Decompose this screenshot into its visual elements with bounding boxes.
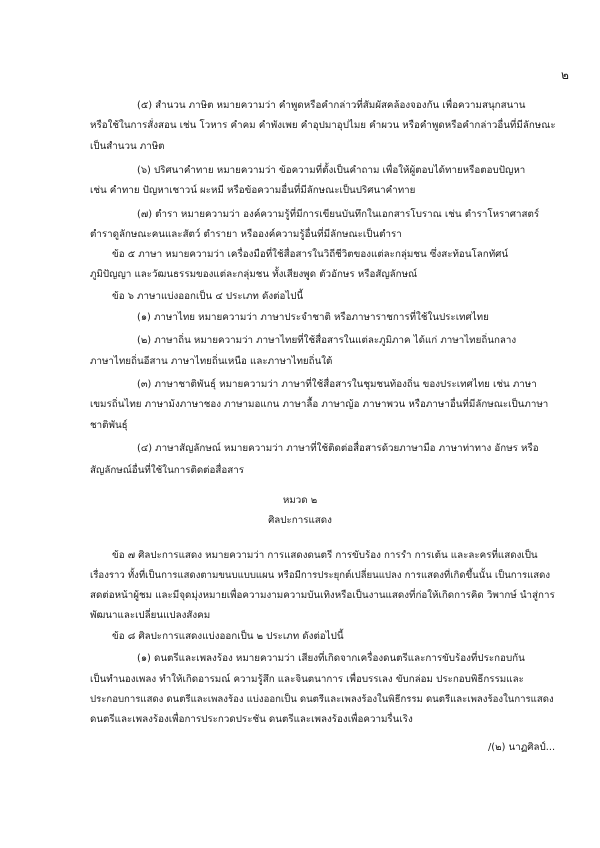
clause-5-line-2: ภูมิปัญญา และวัฒนธรรมของแต่ละกลุ่มชน ทั้งเสียงพูด ตัวอักษร หรือสัญลักษณ์ <box>90 269 418 280</box>
item-6-line-2: เช่น คำทาย ปัญหาเชาวน์ ผะหมี หรือข้อความอื่นที่มีลักษณะเป็นปริศนาคำทาย <box>90 185 416 196</box>
chapter-number: หมวด ๒ <box>282 495 318 506</box>
clause-6-line-1: ข้อ ๖ ภาษาแบ่งออกเป็น ๔ ประเภท ดังต่อไปนี้ <box>112 291 304 302</box>
item-5-line-2: หรือใช้ในการสั่งสอน เช่น โวหาร คำคม คำพังเพย คำอุปมาอุปไมย คำผวน หรือคำพูดหรือคำกล่าวอื่นที่มีลักษณะ <box>90 120 556 131</box>
perf-1-line-2: เป็นทำนองเพลง ทำให้เกิดอารมณ์ ความรู้สึก และจินตนาการ เพื่อบรรเลง ขับกล่อม ประกอบพิธีกรรมและ <box>90 674 524 685</box>
lang-2-line-2: ภาษาไทยถิ่นอีสาน ภาษาไทยถิ่นเหนือ และภาษาไทยถิ่นใต้ <box>90 356 333 367</box>
perf-1-line-3: ประกอบการแสดง ดนตรีและเพลงร้อง แบ่งออกเป็น ดนตรีและเพลงร้องในพิธีกรรม ดนตรีและเพลงร้องในการแสดง <box>90 694 554 705</box>
item-6-line-1: (๖) ปริศนาคำทาย หมายความว่า ข้อความที่ตั้งเป็นคำถาม เพื่อให้ผู้ตอบได้ทายหรือตอบปัญหา <box>137 165 526 176</box>
clause-8-line-1: ข้อ ๘ ศิลปะการแสดงแบ่งออกเป็น ๒ ประเภท ดังต่อไปนี้ <box>112 631 344 642</box>
perf-1-line-1: (๑) ดนตรีและเพลงร้อง หมายความว่า เสียงที่เกิดจากเครื่องดนตรีและการขับร้องที่ประกอบกัน <box>137 653 525 664</box>
page-number: ๒ <box>561 68 569 82</box>
item-5-line-1: (๕) สำนวน ภาษิต หมายความว่า คำพูดหรือคำกล่าวที่สัมผัสคล้องจองกัน เพื่อความสนุกสนาน <box>137 100 526 111</box>
clause-5-line-1: ข้อ ๕ ภาษา หมายความว่า เครื่องมือที่ใช้สื่อสารในวิถีชีวิตของแต่ละกลุ่มชน ซึ่งสะท้อนโลกทัศน์ <box>112 249 509 260</box>
lang-4-line-2: สัญลักษณ์อื่นที่ใช้ในการติดต่อสื่อสาร <box>90 465 245 476</box>
item-7-line-2: ตำราดูลักษณะคนและสัตว์ ตำรายา หรือองค์ความรู้อื่นที่มีลักษณะเป็นตำรา <box>90 229 402 240</box>
continuation-marker: /(๒) นาฏศิลป์... <box>488 742 556 753</box>
clause-7-line-4: พัฒนาและเปลี่ยนแปลงสังคม <box>90 610 211 621</box>
lang-3-line-1: (๓) ภาษาชาติพันธุ์ หมายความว่า ภาษาที่ใช้สื่อสารในชุมชนท้องถิ่น ของประเทศไทย เช่น ภาษา <box>137 379 537 390</box>
perf-1-line-4: ดนตรีและเพลงร้องเพื่อการประกวดประชัน ดนตรีและเพลงร้องเพื่อความรื่นเริง <box>90 714 413 725</box>
lang-3-line-2: เขมรถิ่นไทย ภาษาม้งภาษาชอง ภาษามอแกน ภาษาลื้อ ภาษาญ้อ ภาษาพวน หรือภาษาอื่นที่มีลักษณะเป็นภาษา <box>90 399 549 410</box>
clause-7-line-2: เรื่องราว ทั้งที่เป็นการแสดงตามขนบแบบแผน หรือมีการประยุกต์เปลี่ยนแปลง การแสดงที่เกิดขึ้นนั้น เป็นการแสดง <box>90 570 551 581</box>
clause-7-line-1: ข้อ ๗ ศิลปะการแสดง หมายความว่า การแสดงดนตรี การขับร้อง การรำ การเต้น และละครที่แสดงเป็น <box>112 550 538 561</box>
item-5-line-3: เป็นสำนวน ภาษิต <box>90 141 165 152</box>
lang-1-line-1: (๑) ภาษาไทย หมายความว่า ภาษาประจำชาติ หรือภาษาราชการที่ใช้ในประเทศไทย <box>137 312 489 323</box>
clause-7-line-3: สดต่อหน้าผู้ชม และมีจุดมุ่งหมายเพื่อความงามความบันเทิงหรือเป็นงานแสดงที่ก่อให้เกิดการคิด วิพากษ์ นำสู่การ <box>90 590 555 601</box>
lang-4-line-1: (๔) ภาษาสัญลักษณ์ หมายความว่า ภาษาที่ใช้ติดต่อสื่อสารด้วยภาษามือ ภาษาท่าทาง อักษร หรือ <box>137 443 539 454</box>
chapter-title: ศิลปะการแสดง <box>268 515 332 526</box>
item-7-line-1: (๗) ตำรา หมายความว่า องค์ความรู้ที่มีการเขียนบันทึกในเอกสารโบราณ เช่น ตำราโหราศาสตร์ <box>137 209 540 220</box>
lang-3-line-3: ชาติพันธุ์ <box>90 420 128 431</box>
lang-2-line-1: (๒) ภาษาถิ่น หมายความว่า ภาษาไทยที่ใช้สื่อสารในแต่ละภูมิภาค ได้แก่ ภาษาไทยถิ่นกลาง <box>137 335 517 346</box>
